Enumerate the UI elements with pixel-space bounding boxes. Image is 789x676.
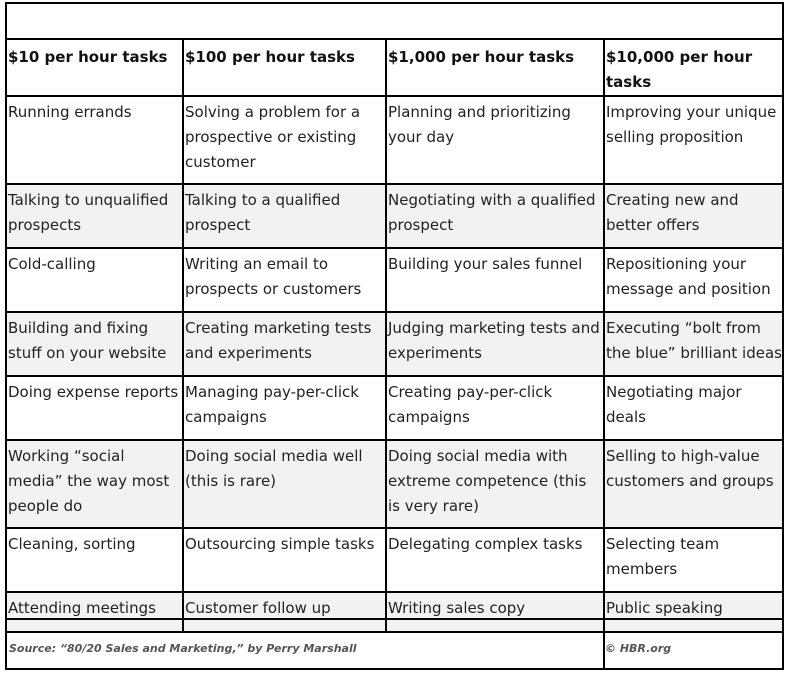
table-cell: Executing “bolt from the blue” brilliant ideas (604, 312, 782, 376)
table-cell: Improving your unique selling proposition (604, 96, 782, 184)
table-cell: Repositioning your message and position (604, 248, 782, 312)
table-cell: Cleaning, sorting (7, 528, 183, 592)
table-cell: Running errands (7, 96, 183, 184)
header-100: $100 per hour tasks (183, 40, 386, 96)
table-row (7, 248, 782, 312)
table-cell: Doing expense reports (7, 376, 183, 440)
table-cell: Creating marketing tests and experiments (183, 312, 386, 376)
table-cell: Writing sales copy (386, 592, 604, 632)
table-cell: Creating pay-per-click campaigns (386, 376, 604, 440)
header-10: $10 per hour tasks (7, 40, 183, 96)
table-cell: Cold-calling (7, 248, 183, 312)
header-row (7, 40, 782, 96)
header-1000: $1,000 per hour tasks (386, 40, 604, 96)
table-cell: Planning and prioritizing your day (386, 96, 604, 184)
table-cell: Building and fixing stuff on your website (7, 312, 183, 376)
table-cell: Talking to a qualified prospect (183, 184, 386, 248)
table-cell: Talking to unqualified prospects (7, 184, 183, 248)
table-cell: Solving a problem for a prospective or existing customer (183, 96, 386, 184)
table-cell: Writing an email to prospects or customers (183, 248, 386, 312)
table-cell: Public speaking (604, 592, 782, 632)
footer-row (7, 618, 782, 668)
table-cell: Selecting team members (604, 528, 782, 592)
table-row (7, 440, 782, 528)
table-row (7, 528, 782, 592)
table-cell: Delegating complex tasks (386, 528, 604, 592)
credit-note: © HBR.org (605, 642, 672, 655)
table-cell: Judging marketing tests and experiments (386, 312, 604, 376)
table-cell: Working “social media” the way most people do (7, 440, 183, 528)
table-cell: Negotiating with a qualified prospect (386, 184, 604, 248)
table-cell: Managing pay-per-click campaigns (183, 376, 386, 440)
table-row (7, 184, 782, 248)
table-cell: Doing social media with extreme competence (this is very rare) (386, 440, 604, 528)
table-row (7, 312, 782, 376)
table-cell: Building your sales funnel (386, 248, 604, 312)
table-cell: Doing social media well (this is rare) (183, 440, 386, 528)
table-cell: Customer follow up (183, 592, 386, 632)
table-cell: Creating new and better offers (604, 184, 782, 248)
table-row (7, 96, 782, 184)
source-note: Source: “80/20 Sales and Marketing,” by Perry Marshall (9, 642, 357, 655)
header-10000: $10,000 per hour tasks (604, 40, 782, 96)
table-cell: Attending meetings (7, 592, 183, 632)
title-row (7, 4, 782, 40)
table-cell: Negotiating major deals (604, 376, 782, 440)
task-value-table-sheet (5, 2, 784, 670)
task-table (7, 40, 782, 633)
table-cell: Selling to high-value customers and groups (604, 440, 782, 528)
table-cell: Outsourcing simple tasks (183, 528, 386, 592)
table-row (7, 376, 782, 440)
